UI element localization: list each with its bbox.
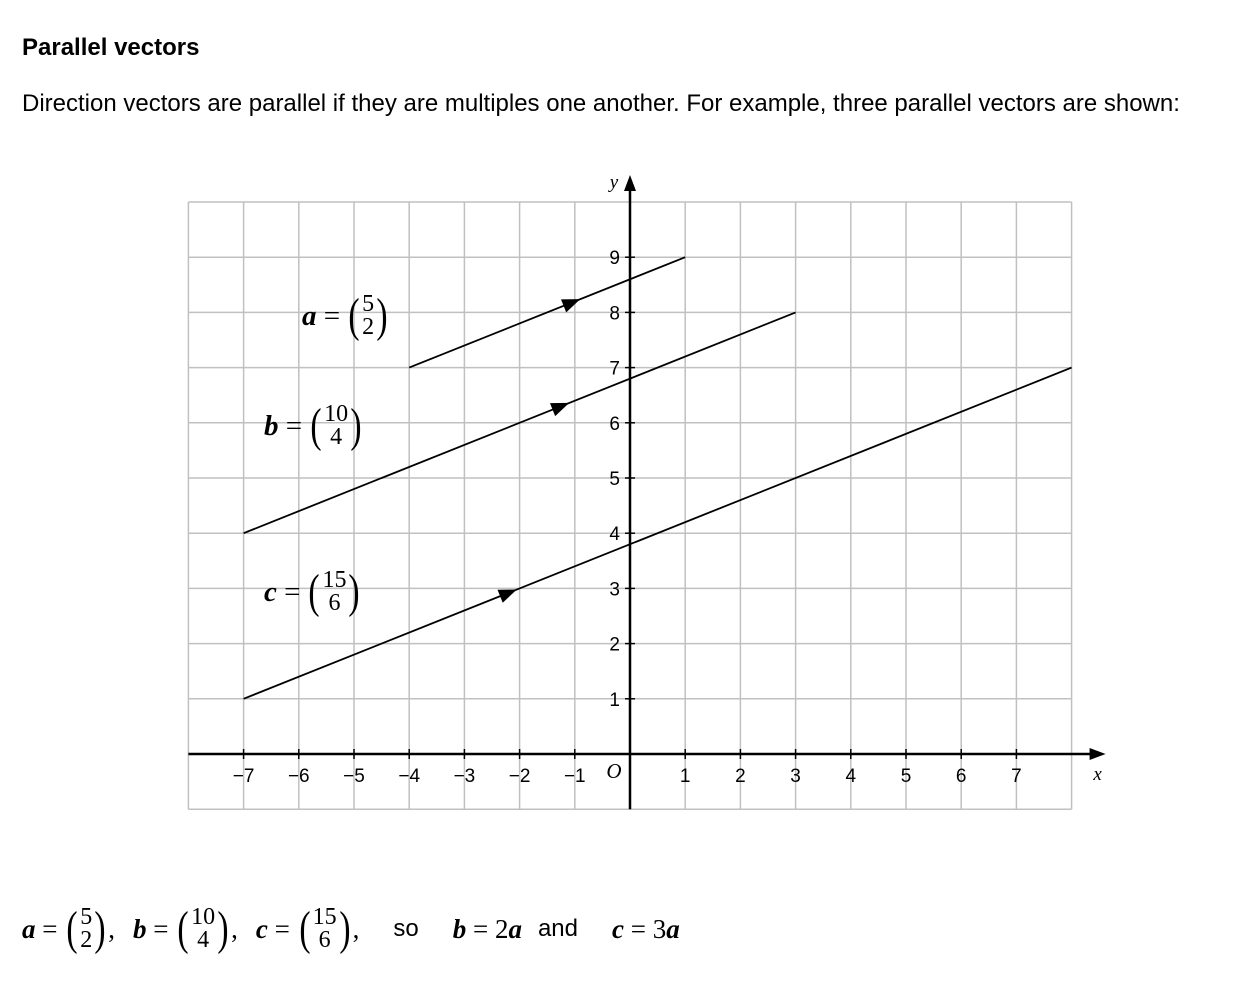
summary-line: [22, 896, 698, 962]
summary-c-name: c: [255, 913, 268, 944]
page-title: Parallel vectors: [22, 34, 200, 61]
x-tick-label: −5: [343, 766, 365, 787]
summary-relation-b: [453, 914, 522, 945]
x-tick-label: −4: [398, 766, 421, 787]
x-tick-label: 7: [1011, 766, 1022, 787]
rel1-var: a: [508, 913, 522, 944]
label-a-name: a: [302, 299, 317, 332]
label-a-top: 5: [362, 291, 375, 317]
summary-and: and: [537, 915, 578, 942]
summary-b-name: b: [132, 913, 147, 944]
label-a-eq: =: [323, 299, 341, 332]
rel2-lhs: c: [611, 913, 624, 944]
y-tick-label: 8: [609, 303, 620, 325]
x-tick-label: 4: [845, 766, 857, 787]
label-b-name: b: [264, 409, 279, 442]
x-tick-label: −6: [287, 766, 310, 787]
label-c-eq: =: [284, 575, 301, 608]
summary-b-bottom: 4: [197, 927, 210, 953]
x-tick-label: −3: [453, 766, 476, 787]
x-axis-label: x: [1093, 764, 1102, 785]
summary-a-top: 5: [80, 904, 93, 930]
x-tick-label: 2: [735, 766, 746, 787]
vector-a-arrowhead: [561, 299, 580, 312]
label-b-eq: =: [285, 409, 303, 442]
y-tick-label: 2: [609, 634, 620, 656]
rel1-eq: =: [472, 913, 489, 944]
x-tick-label: −7: [232, 766, 255, 787]
y-tick-label: 5: [609, 469, 620, 490]
y-tick-label: 1: [609, 689, 620, 711]
x-tick-label: −1: [563, 766, 586, 787]
summary-b-top: 10: [191, 904, 216, 930]
summary-a-name: a: [22, 913, 36, 944]
y-axis-label: y: [609, 172, 619, 193]
y-tick-label: 6: [609, 413, 620, 435]
y-tick-label: 7: [609, 358, 620, 380]
label-vector-b: b = ( 10 4 ): [264, 399, 362, 452]
x-tick-label: 6: [955, 766, 967, 787]
y-tick-label: 9: [609, 248, 620, 270]
y-axis-arrow: [624, 175, 636, 191]
rel2-coef: 3: [652, 913, 667, 944]
summary-vector-a: a = ( 5 2 ) ,: [22, 902, 115, 955]
summary-c-sep: ,: [352, 913, 360, 944]
intro-paragraph: Direction vectors are parallel if they are multiples one another. For example, three parallel vectors are shown:: [22, 90, 1180, 117]
x-tick-label: −2: [508, 766, 531, 787]
summary-relation-c: [612, 914, 680, 945]
rel2-eq: =: [630, 913, 646, 944]
x-tick-label: 5: [900, 766, 912, 787]
summary-c-top: 15: [312, 904, 337, 930]
x-tick-label: 3: [790, 766, 801, 787]
label-a-bottom: 2: [362, 314, 375, 340]
summary-c-eq: =: [274, 913, 290, 944]
y-tick-label: 3: [609, 579, 620, 601]
label-vector-a: a = ( 5 2 ): [302, 289, 388, 342]
summary-a-sep: ,: [108, 913, 115, 944]
summary-b-sep: ,: [231, 913, 238, 944]
y-tick-label: 4: [609, 524, 620, 546]
summary-vector-b: b = ( 10 4 ) ,: [132, 902, 238, 955]
origin-label: O: [606, 759, 622, 783]
summary-b-eq: =: [153, 913, 169, 944]
x-tick-label: 1: [679, 766, 691, 787]
rel1-coef: 2: [494, 913, 509, 944]
label-b-top: 10: [324, 401, 349, 427]
label-c-bottom: 6: [328, 590, 341, 616]
label-c-name: c: [264, 575, 277, 608]
vector-b-arrowhead: [550, 403, 569, 416]
summary-a-eq: =: [42, 913, 58, 944]
summary-so: so: [393, 915, 419, 942]
summary-c-bottom: 6: [318, 927, 331, 953]
rel2-var: a: [666, 913, 680, 944]
summary-a-bottom: 2: [80, 927, 93, 953]
label-vector-c: c = ( 15 6 ): [264, 565, 361, 618]
label-b-bottom: 4: [330, 424, 343, 450]
x-axis-arrow: [1090, 748, 1106, 760]
label-c-top: 15: [322, 567, 347, 593]
rel1-lhs: b: [452, 913, 467, 944]
vector-c-arrowhead: [498, 590, 517, 603]
summary-vector-c: c = ( 15 6 ) ,: [255, 902, 360, 955]
